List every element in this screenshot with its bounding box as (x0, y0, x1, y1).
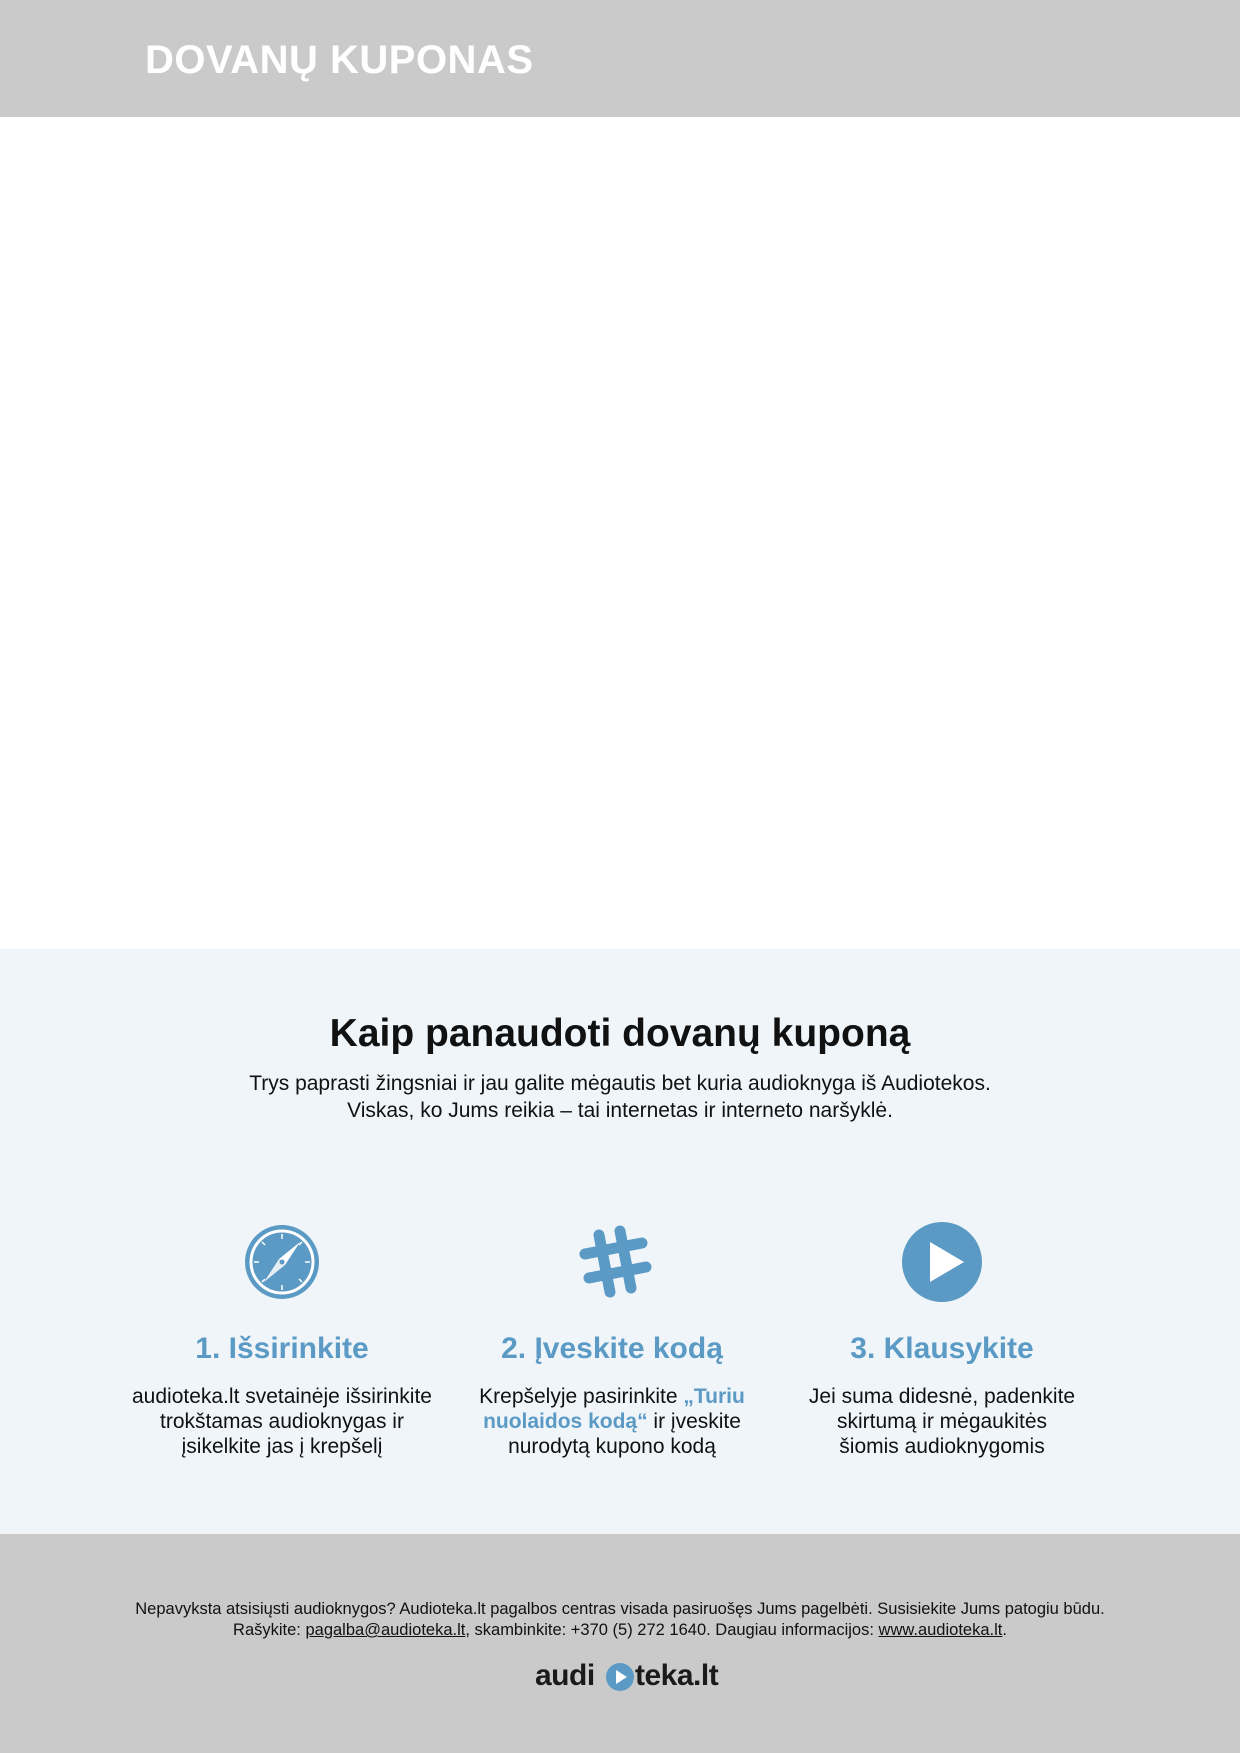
step-2-text-and: ir (647, 1410, 666, 1433)
step-3 (782, 1222, 1102, 1459)
footer-contact-line (0, 1620, 1240, 1641)
step-1-line-2: trokštamas audioknygas ir (160, 1410, 404, 1433)
step-2-line-3: nurodytą kupono kodą (508, 1435, 716, 1458)
how-to-title: Kaip panaudoti dovanų kuponą (329, 1012, 911, 1055)
website-link[interactable]: www.audioteka.lt (878, 1621, 1003, 1639)
step-3-line-1: Jei suma didesnė, padenkite (808, 1385, 1076, 1408)
footer-help-line: Nepavyksta atsisiųsti audioknygos? Audioteka.lt pagalbos centras visada pasiruošęs Jums pagelbėti. Susisiekite Jums patogiu būdu. (135, 1600, 1105, 1618)
compass-icon (242, 1222, 322, 1302)
footer-period: . (1002, 1621, 1007, 1639)
step-1-text (122, 1384, 442, 1459)
step-3-title: 3. Klausykite (850, 1332, 1034, 1365)
footer (0, 1534, 1240, 1753)
subtitle-line-2: Viskas, ko Jums reikia – tai internetas ir interneto naršyklė. (347, 1099, 893, 1122)
subtitle-line-1: Trys paprasti žingsniai ir jau galite mėgautis bet kuria audioknyga iš Audiotekos. (249, 1072, 991, 1095)
step-2-highlight: „Turiu nuolaidos kodą“ (483, 1385, 745, 1433)
coupon-content-area (0, 117, 1240, 949)
page-title: DOVANŲ KUPONAS (145, 38, 534, 82)
step-1-title: 1. Išsirinkite (195, 1332, 369, 1365)
footer-text (0, 1599, 1240, 1641)
step-2-title: 2. Įveskite kodą (501, 1332, 723, 1365)
step-1 (122, 1222, 442, 1459)
play-icon (902, 1222, 982, 1302)
header-banner (0, 0, 1240, 117)
hashtag-icon (572, 1222, 652, 1302)
step-1-line-1: audioteka.lt svetainėje išsirinkite (132, 1385, 432, 1408)
step-3-line-3: šiomis audioknygomis (839, 1435, 1045, 1458)
footer-phone-info: , skambinkite: +370 (5) 272 1640. Daugiau informacijos: (465, 1621, 879, 1639)
logo-text-right: teka.lt (635, 1659, 719, 1692)
step-2-text-after: įveskite (665, 1410, 741, 1433)
step-2-text (452, 1384, 772, 1459)
logo-text-left: audi (535, 1659, 595, 1692)
step-3-line-2: skirtumą ir mėgaukitės (836, 1410, 1048, 1433)
support-email-link[interactable]: pagalba@audioteka.lt (305, 1621, 466, 1639)
footer-write-label: Rašykite: (233, 1621, 306, 1639)
logo-play-icon (605, 1662, 635, 1692)
step-2-text-before: Krepšelyje pasirinkite (479, 1385, 684, 1408)
how-to-section (0, 949, 1240, 1534)
step-1-line-3: įsikelkite jas į krepšelį (181, 1435, 383, 1458)
how-to-subtitle (0, 1070, 1240, 1124)
step-2 (452, 1222, 772, 1459)
step-3-text (782, 1384, 1102, 1459)
audioteka-logo (535, 1658, 735, 1698)
